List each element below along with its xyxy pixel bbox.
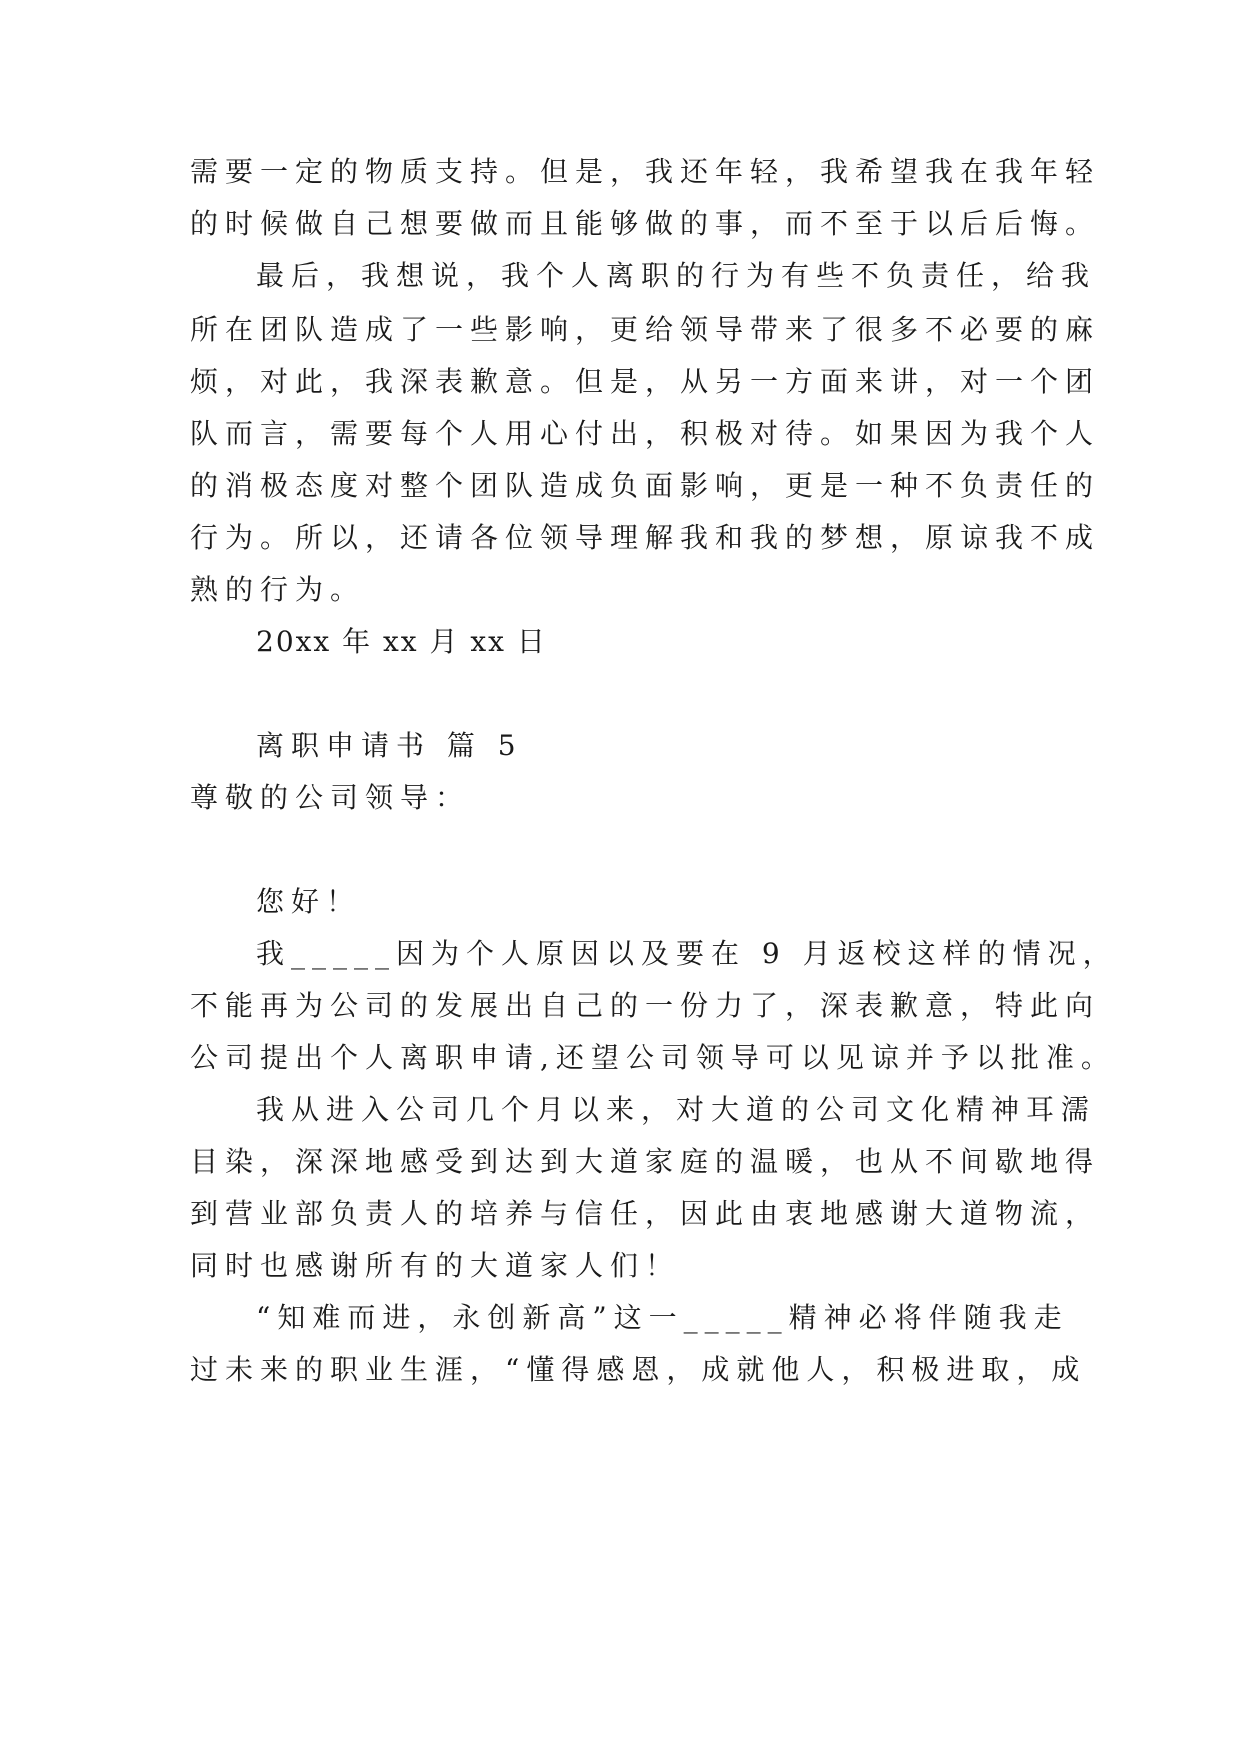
text-line: 到营业部负责人的培养与信任，因此由衷地感谢大道物流， [190, 1197, 1101, 1230]
text-line: 过未来的职业生涯，“懂得感恩，成就他人，积极进取，成 [190, 1353, 1087, 1386]
paragraph-start-line: “知难而进，永创新高”这一_____精神必将伴随我走 [256, 1301, 1069, 1334]
paragraph-start-line: 我从进入公司几个月以来，对大道的公司文化精神耳濡 [256, 1093, 1097, 1126]
text-line: 熟的行为。 [190, 573, 366, 606]
text-line: 队而言，需要每个人用心付出，积极对待。如果因为我个人 [190, 417, 1101, 450]
text-line: 目染，深深地感受到达到大道家庭的温暖，也从不间歇地得 [190, 1145, 1101, 1178]
text-line: 的消极态度对整个团队造成负面影响，更是一种不负责任的 [190, 469, 1101, 502]
section-title: 离职申请书 篇 5 [256, 729, 523, 762]
salutation: 尊敬的公司领导： [190, 781, 471, 814]
text-line: 所在团队造成了一些影响，更给领导带来了很多不必要的麻 [190, 313, 1101, 346]
greeting: 您好！ [256, 885, 362, 918]
paragraph-start-line: 我_____因为个人原因以及要在 9 月返校这样的情况， [256, 937, 1118, 970]
paragraph-start-line: 最后，我想说，我个人离职的行为有些不负责任，给我 [256, 259, 1097, 292]
text-line: 行为。所以，还请各位领导理解我和我的梦想，原谅我不成 [190, 521, 1101, 554]
text-line: 同时也感谢所有的大道家人们！ [190, 1249, 681, 1282]
text-line: 公司提出个人离职申请,还望公司领导可以见谅并予以批准。 [190, 1041, 1116, 1074]
text-line: 烦，对此，我深表歉意。但是，从另一方面来讲，对一个团 [190, 365, 1101, 398]
text-line: 的时候做自己想要做而且能够做的事，而不至于以后后悔。 [190, 207, 1101, 240]
text-line: 需要一定的物质支持。但是，我还年轻，我希望我在我年轻 [190, 155, 1101, 188]
date-line: 20xx 年 xx 月 xx 日 [256, 625, 547, 658]
text-line: 不能再为公司的发展出自己的一份力了，深表歉意，特此向 [190, 989, 1101, 1022]
